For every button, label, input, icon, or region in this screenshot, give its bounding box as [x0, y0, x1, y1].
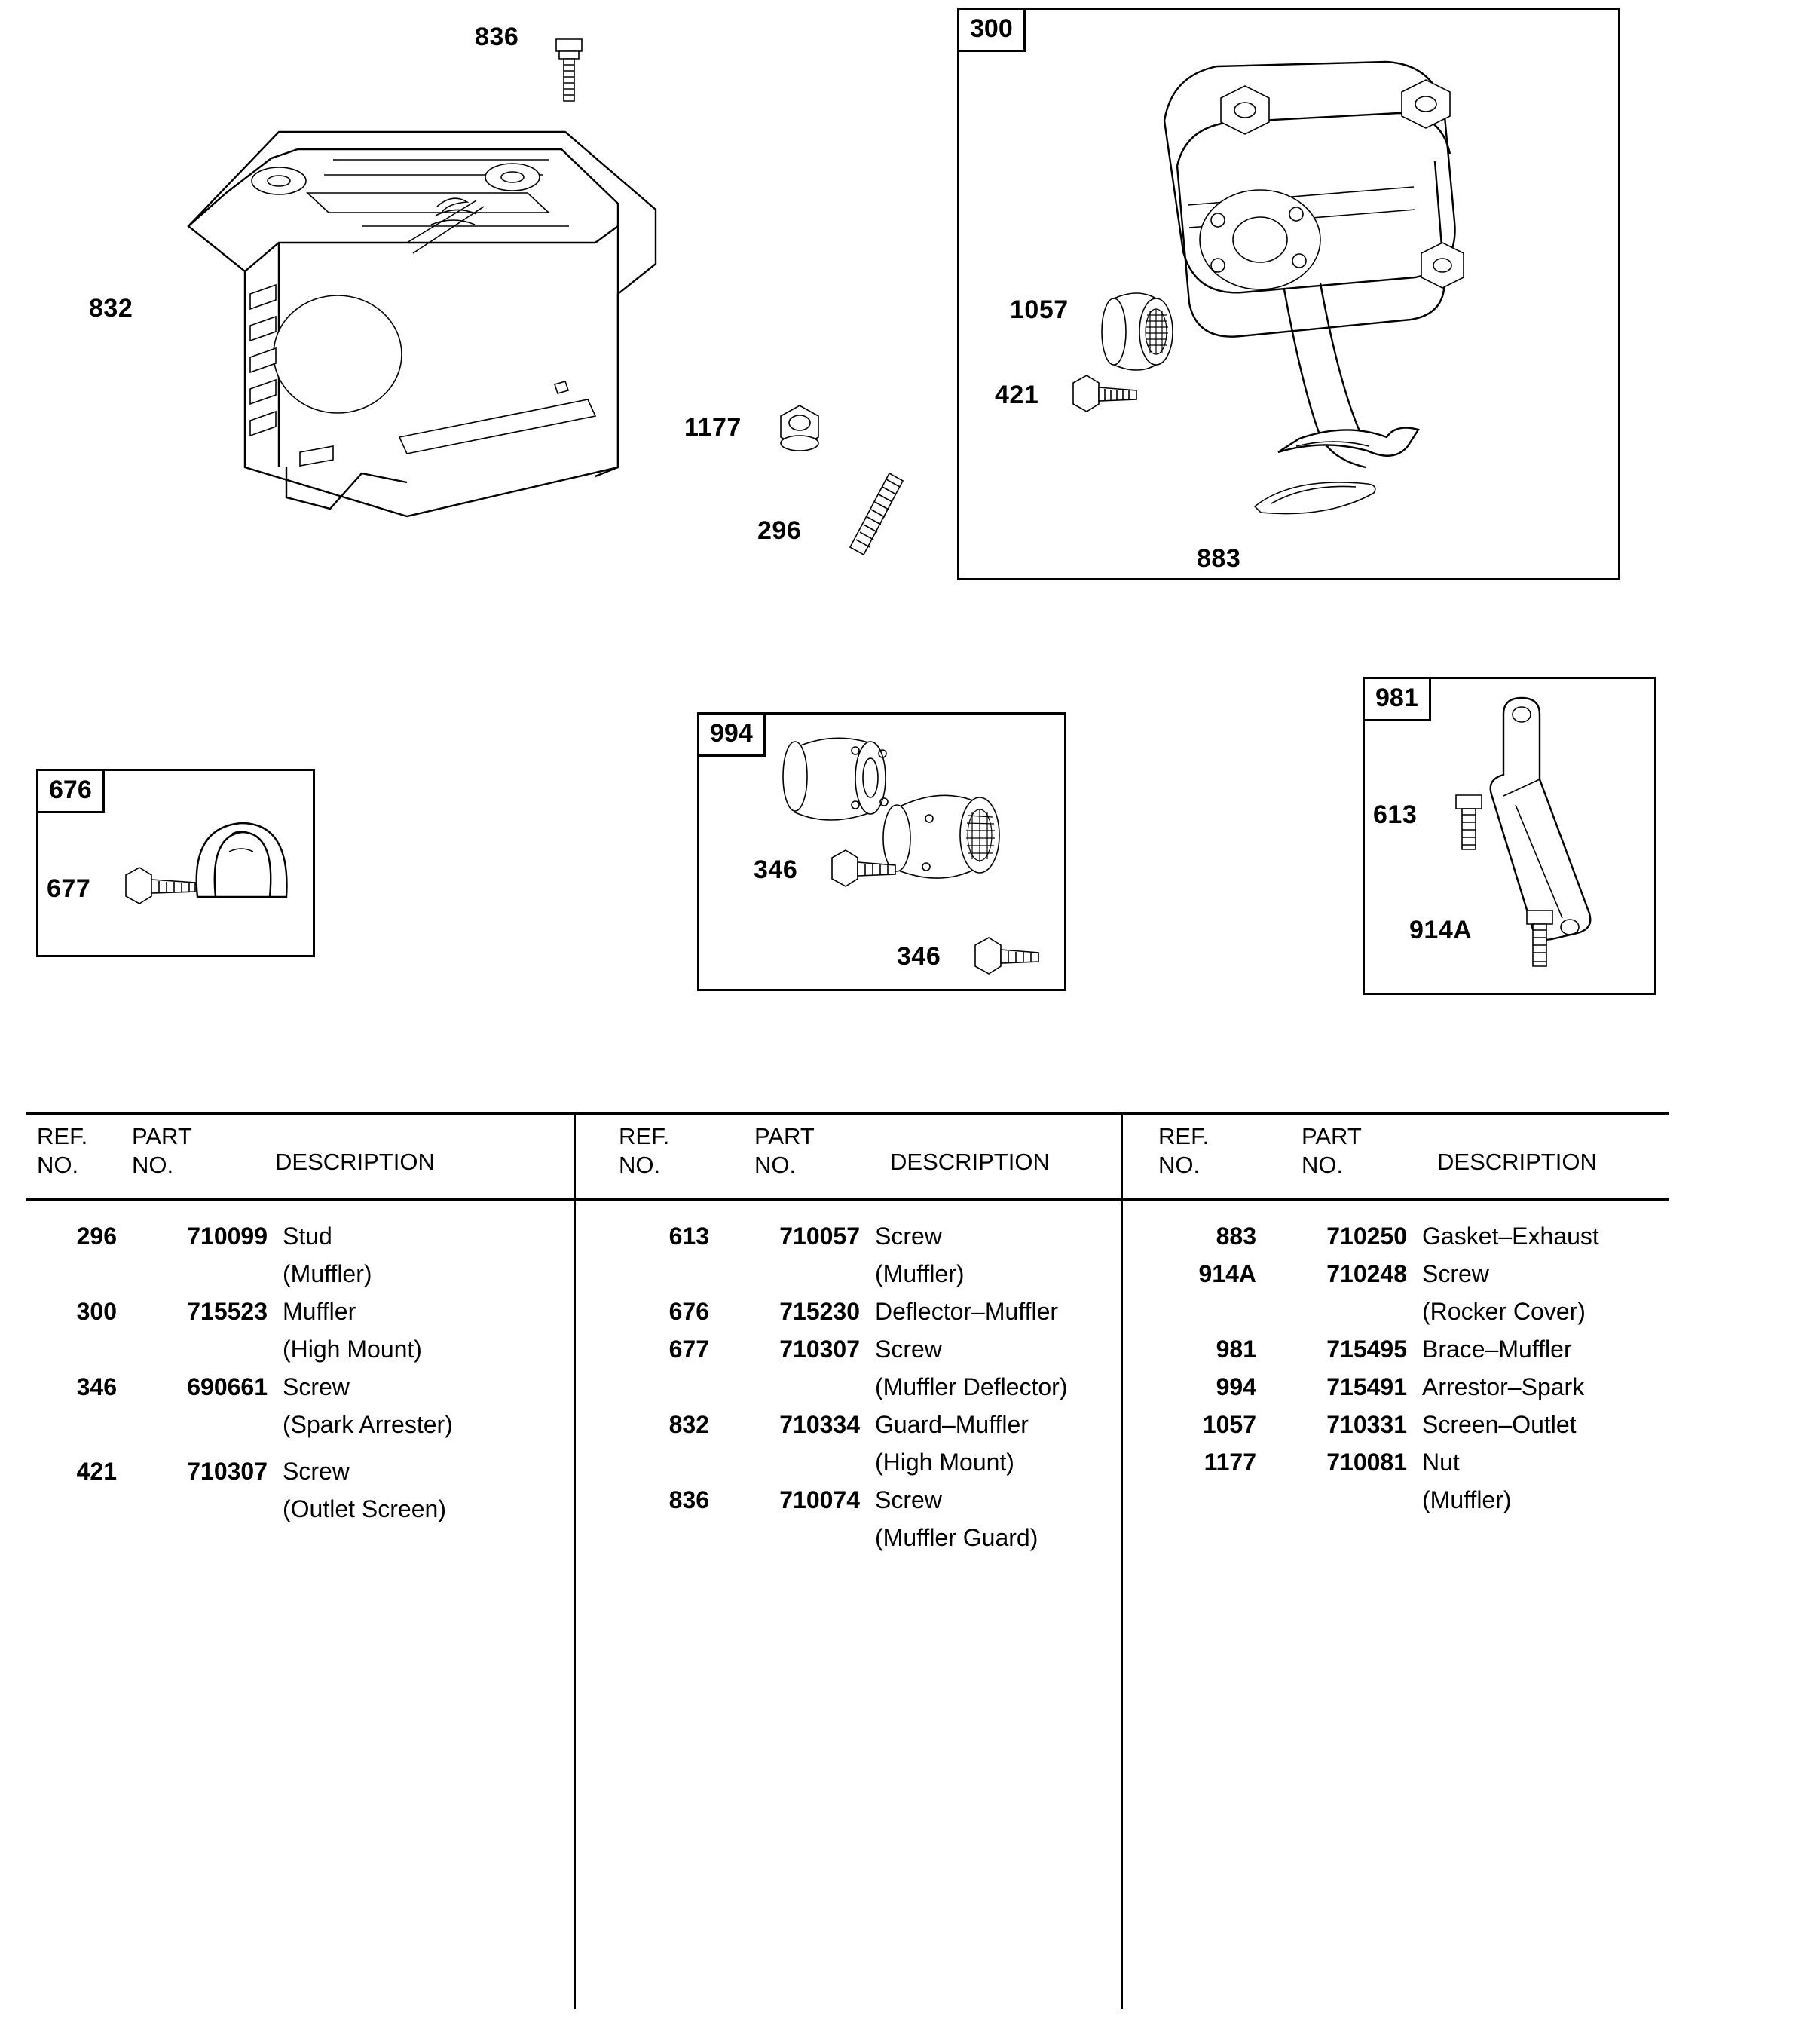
row-desc: (Muffler Deflector): [875, 1373, 1068, 1400]
header-ref-line2: NO.: [37, 1152, 79, 1178]
row-desc: Stud: [283, 1223, 332, 1250]
screw-421-icon: [1064, 371, 1147, 424]
screw-346-b-icon: [966, 933, 1049, 986]
table-row: [1166, 1443, 1714, 1481]
column-3-rows: [1121, 1217, 1714, 1519]
callout-677: 677: [47, 874, 91, 903]
row-ref: 677: [668, 1336, 709, 1363]
table-row: [1166, 1481, 1714, 1519]
table-row: [26, 1368, 574, 1406]
screen-outlet-1057-icon: [1091, 280, 1197, 386]
table-column-2: [574, 1112, 1121, 2009]
table-row: [619, 1255, 1166, 1293]
row-desc: Screw: [283, 1458, 350, 1485]
column-2-header-ref: [619, 1122, 669, 1180]
row-desc: Screw: [283, 1373, 350, 1400]
row-desc: Nut: [1422, 1449, 1460, 1476]
row-part: 710248: [1326, 1260, 1407, 1287]
table-row: [1166, 1217, 1714, 1255]
row-ref: 1057: [1202, 1411, 1256, 1438]
row-part: 710331: [1326, 1411, 1407, 1438]
row-part: 710334: [779, 1411, 860, 1438]
column-3-header-part: [1302, 1122, 1362, 1180]
screw-836-icon: [544, 32, 597, 115]
row-part: 710057: [779, 1223, 860, 1250]
row-desc: Screw: [875, 1486, 942, 1513]
table-row: [26, 1406, 574, 1443]
screw-613-icon: [1445, 788, 1498, 871]
row-ref: 613: [668, 1223, 709, 1250]
row-part: 690661: [187, 1373, 268, 1400]
header-part-line2: NO.: [132, 1152, 174, 1178]
stud-296-icon: [837, 467, 919, 565]
callout-613: 613: [1373, 800, 1418, 829]
callout-346-b: 346: [897, 942, 941, 971]
row-ref: 1177: [1204, 1449, 1256, 1476]
column-1-header-part: [132, 1122, 192, 1180]
header-ref-line1: REF.: [37, 1123, 88, 1149]
row-desc: (Muffler): [875, 1260, 965, 1287]
row-desc: Screw: [875, 1223, 942, 1250]
row-part: 715523: [187, 1298, 268, 1325]
muffler-guard-illustration: [136, 45, 776, 558]
table-row: [1166, 1255, 1714, 1293]
group-tag-981: 981: [1363, 677, 1431, 721]
header-description: DESCRIPTION: [890, 1149, 1050, 1175]
row-desc: (High Mount): [283, 1336, 422, 1363]
header-part-line1: PART: [754, 1123, 815, 1149]
table-row: [619, 1368, 1166, 1406]
row-desc: Arrestor–Spark: [1422, 1373, 1585, 1400]
row-part: 710307: [779, 1336, 860, 1363]
row-desc: Deflector–Muffler: [875, 1298, 1059, 1325]
column-1-header-description: [275, 1148, 435, 1177]
group-tag-994: 994: [697, 712, 766, 757]
column-2-rows: [574, 1217, 1166, 1556]
callout-346-a: 346: [754, 855, 798, 884]
row-part: 715495: [1326, 1336, 1407, 1363]
header-description: DESCRIPTION: [275, 1149, 435, 1175]
row-ref: 836: [668, 1486, 709, 1513]
spark-arrestor-994-illustration: [765, 724, 1051, 965]
table-row: [1166, 1406, 1714, 1443]
header-part-line2: NO.: [754, 1152, 797, 1178]
row-ref: 832: [668, 1411, 709, 1438]
parts-table: [26, 1112, 1669, 2009]
header-part-line2: NO.: [1302, 1152, 1344, 1178]
row-part: 715230: [779, 1298, 860, 1325]
table-column-1: [26, 1112, 574, 2009]
row-part: 710081: [1326, 1449, 1407, 1476]
screw-346-a-icon: [823, 846, 906, 898]
row-desc: Brace–Muffler: [1422, 1336, 1572, 1363]
row-ref: 981: [1216, 1336, 1256, 1363]
header-ref-line1: REF.: [1158, 1123, 1210, 1149]
row-ref: 300: [76, 1298, 117, 1325]
column-2-header-part: [754, 1122, 815, 1180]
table-row: [26, 1255, 574, 1293]
callout-1177: 1177: [684, 413, 742, 442]
row-desc: Screw: [875, 1336, 942, 1363]
table-row: [26, 1217, 574, 1255]
row-desc: (Rocker Cover): [1422, 1298, 1586, 1325]
table-row: [1166, 1293, 1714, 1330]
callout-1057: 1057: [1010, 295, 1069, 324]
row-desc: Muffler: [283, 1298, 356, 1325]
row-ref: 883: [1216, 1223, 1256, 1250]
row-desc: Gasket–Exhaust: [1422, 1223, 1599, 1250]
table-row: [26, 1330, 574, 1368]
nut-1177-icon: [766, 398, 834, 466]
row-ref: 676: [668, 1298, 709, 1325]
table-row: [619, 1217, 1166, 1255]
row-desc: Guard–Muffler: [875, 1411, 1029, 1438]
column-3-header-ref: [1158, 1122, 1209, 1180]
row-desc: (Outlet Screen): [283, 1495, 446, 1522]
table-row: [619, 1406, 1166, 1443]
gasket-883-icon: [1247, 467, 1383, 528]
header-ref-line1: REF.: [619, 1123, 670, 1149]
row-part: 710307: [187, 1458, 268, 1485]
table-column-3: [1121, 1112, 1669, 2009]
screw-677-icon: [117, 863, 207, 916]
row-desc: (Spark Arrester): [283, 1411, 453, 1438]
table-row: [619, 1330, 1166, 1368]
header-ref-line2: NO.: [1158, 1152, 1201, 1178]
screw-914A-icon: [1516, 903, 1569, 986]
row-ref: 914A: [1198, 1260, 1256, 1287]
column-1-rows: [26, 1217, 574, 1528]
column-1-header-ref: [37, 1122, 87, 1180]
row-desc: Screen–Outlet: [1422, 1411, 1577, 1438]
group-tag-676: 676: [36, 769, 105, 813]
column-2-header-description: [890, 1148, 1050, 1177]
header-part-line1: PART: [132, 1123, 192, 1149]
row-part: 710099: [187, 1223, 268, 1250]
table-row: [1166, 1368, 1714, 1406]
row-part: 710074: [779, 1486, 860, 1513]
row-part: 710250: [1326, 1223, 1407, 1250]
row-ref: 346: [76, 1373, 117, 1400]
row-ref: 994: [1216, 1373, 1256, 1400]
callout-832: 832: [89, 294, 133, 323]
column-3-header-description: [1437, 1148, 1597, 1177]
table-row: [619, 1293, 1166, 1330]
row-part: 715491: [1326, 1373, 1407, 1400]
row-desc: Screw: [1422, 1260, 1489, 1287]
header-part-line1: PART: [1302, 1123, 1362, 1149]
table-row: [26, 1293, 574, 1330]
row-desc: (Muffler): [1422, 1486, 1512, 1513]
table-row: [26, 1490, 574, 1528]
callout-296: 296: [757, 516, 802, 545]
row-ref: 296: [76, 1223, 117, 1250]
table-row: [1166, 1330, 1714, 1368]
table-row: [619, 1519, 1166, 1556]
row-desc: (High Mount): [875, 1449, 1014, 1476]
callout-421: 421: [995, 381, 1039, 409]
callout-914A: 914A: [1409, 916, 1473, 944]
table-row: [619, 1481, 1166, 1519]
row-ref: 421: [76, 1458, 117, 1485]
row-desc: (Muffler): [283, 1260, 372, 1287]
group-tag-300: 300: [957, 8, 1026, 52]
callout-836: 836: [475, 23, 519, 51]
row-desc: (Muffler Guard): [875, 1524, 1038, 1551]
callout-883: 883: [1197, 544, 1241, 573]
table-row: [619, 1443, 1166, 1481]
header-ref-line2: NO.: [619, 1152, 661, 1178]
header-description: DESCRIPTION: [1437, 1149, 1597, 1175]
table-row: [26, 1452, 574, 1490]
